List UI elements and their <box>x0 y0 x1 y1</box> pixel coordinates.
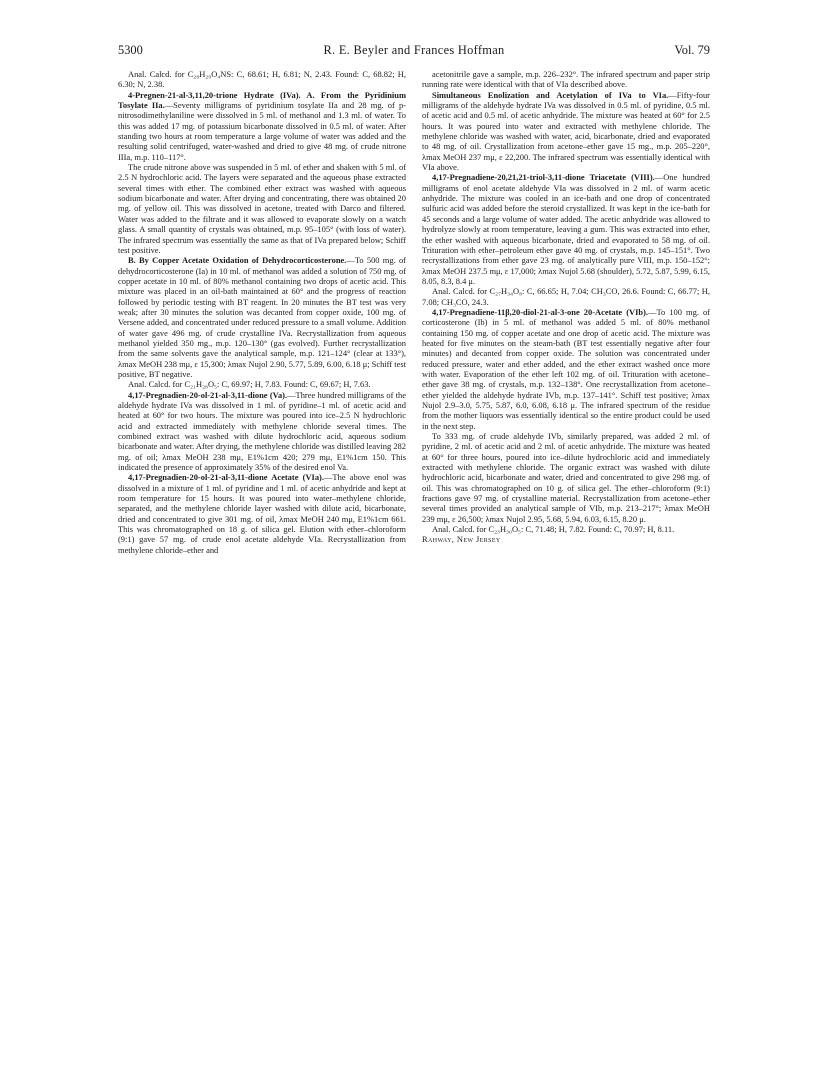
section-heading: B. By Copper Acetate Oxidation of Dehydrocorticosterone. <box>128 255 347 266</box>
left-column <box>118 69 406 555</box>
section-enolization: Simultaneous Enolization and Acetylation of IVa to VIa.—Fifty-four milligrams of the aldehyde hydrate IVa was dissolved in 0.5 ml. of pyridine, 0.5 ml. of acetic acid and 0.5 ml. of acetic anhydride. The mixture was heated at 60° for 2.5 hours. It was poured into water and extracted with methylene chloride. The methylene chloride was washed with water, acid, bicarbonate, dried and evaporated to 48 mg. of oil. Crystallization from acetone–ether gave 15 mg., m.p. 205–220°, λmax MeOH 237 mμ, ε 22,200. The infrared spectrum was essentially identical with VIa above. <box>422 89 710 173</box>
paragraph: To 333 mg. of crude aldehyde IVb, similarly prepared, was added 2 ml. of pyridine, 2 ml. of acetic acid and 2 ml. of acetic anhydride. The mixture was heated at 60° for three hours, poured into ice–dilute hydrochloric acid and immediately extracted with methylene chloride. The organic extract was washed with dilute hydrochloric acid, bicarbonate and water, dried and concentrated to give 298 mg. of oil. This was chromatographed on 10 g. of silica gel. The ether–chloroform (9:1) fractions gave 97 mg. of crystalline material. Recrystallization from acetone–ether several times provided an analytical sample of VIb, m.p. 213–217°; λmax MeOH 239 mμ, ε 26,500; λmax Nujol 2.95, 5.68, 5.94, 6.03, 6.15, 8.20 μ. <box>422 431 710 524</box>
section-heading: 4,17-Pregnadien-20-ol-21-al-3,11-dione Acetate (VIa). <box>128 472 324 483</box>
section-heading: 4,17-Pregnadiene-11β,20-diol-21-al-3-one 20-Acetate (VIb). <box>432 306 649 317</box>
running-header <box>118 43 710 61</box>
section-ivа-a: 4-Pregnen-21-al-3,11,20-trione Hydrate (IVa). A. From the Pyridinium Tosylate IIa.—Seventy milligrams of pyridinium tosylate IIa and 28 mg. of p-nitrosodimethylaniline were dissolved in 5 ml. of methanol and 1.3 ml. of water. To this was added 17 mg. of potassium bicarbonate dissolved in 0.5 ml. of water. After standing two hours at room temperature a large volume of water was added and the resulting solid centrifuged, water-washed and dried to give 48 mg. of crude nitrone IIIa, m.p. 110–117°. <box>118 89 406 162</box>
page-number: 5300 <box>118 43 143 57</box>
volume-label: Vol. 79 <box>674 43 710 57</box>
paragraph: acetonitrile gave a sample, m.p. 226–232°. The infrared spectrum and paper strip running rate were identical with that of VIa described above. <box>422 69 710 90</box>
section-viii: 4,17-Pregnadiene-20,21,21-triol-3,11-dione Triacetate (VIII).—One hundred milligrams of enol acetate aldehyde VIa was dissolved in 2 ml. of warm acetic anhydride. The mixture was cooled in an ice-bath and one drop of concentrated sulfuric acid was added before the steroid crystallized. It was kept in the ice-bath for 45 seconds and a large volume of water added. The acetic anhydride was allowed to hydrolyze slowly at room temperature, leaving a gum. This was extracted into ether, the ether washed with aqueous bicarbonate, dried and evaporated to 58 mg. of oil. Trituration with ether–petroleum ether gave 40 mg. of crystals, m.p. 145–151°. Two recrystallizations from ether gave 23 mg. of analytically pure VIII, m.p. 150–152°; λmax MeOH 237.5 mμ, ε 17,000; λmax Nujol 5.68 (shoulder), 5.72, 5.87, 5.99, 6.15, 8.05, 8.3, 8.4 μ. <box>422 172 710 286</box>
section-heading: 4,17-Pregnadien-20-ol-21-al-3,11-dione (Va). <box>128 389 288 400</box>
section-va: 4,17-Pregnadien-20-ol-21-al-3,11-dione (Va).—Three hundred milligrams of the aldehyde hydrate IVa was dissolved in 1 ml. of pyridine–1 ml. of acetic acid and heated at 60° for two hours. The mixture was poured into ice–2.5 N hydrochloric acid and extracted immediately with methylene chloride several times. The combined extract was washed with dilute hydrochloric acid, aqueous sodium bicarbonate and water. After drying, the methylene chloride was distilled leaving 282 mg. of oil; λmax MeOH 238 mμ, E1%1cm 420; 279 mμ, E1%1cm 150. This indicated the presence of approximately 35% of the desired enol Va. <box>118 389 407 473</box>
analysis-paragraph: Anal. Calcd. for C₂₇H₃₄O₈: C, 66.65; H, 7.04; CH₃CO, 26.6. Found: C, 66.77; H, 7.08; CH₃CO, 24.3. <box>422 286 710 307</box>
running-title: R. E. Beyler and Frances Hoffman <box>323 43 505 57</box>
section-heading: 4-Pregnen-21-al-3,11,20-trione Hydrate (IVa). A. From the Pyridinium Tosylate IIa. <box>118 89 406 111</box>
analysis-paragraph: Anal. Calcd. for C₂₁H₂₈O₅: C, 69.97; H, 7.83. Found: C, 69.67; H, 7.63. <box>128 379 371 390</box>
section-via: 4,17-Pregnadien-20-ol-21-al-3,11-dione Acetate (VIa).—The above enol was dissolved in a mixture of 1 ml. of pyridine and 1 ml. of acetic anhydride and kept at room temperature for 15 hours. It was poured into water–methylene chloride, separated, and the methylene chloride layer washed with dilute acid, bicarbonate, dried and concentrated to give 301 mg. of oil, λmax MeOH 240 mμ, E1%1cm 661. This was chromatographed on 18 g. of silica gel. Elution with ether–chloroform (9:1) gave 57 mg. of crude enol acetate aldehyde VIa. Recrystallization from methylene chloride–ether and <box>118 472 406 555</box>
section-vib: 4,17-Pregnadiene-11β,20-diol-21-al-3-one 20-Acetate (VIb).—To 100 mg. of corticosterone (Ib) in 5 ml. of methanol was added 5 ml. of 80% methanol containing 150 mg. of copper acetate and one drop of acetic acid. The mixture was heated for five minutes on the steam-bath (BT test essentially negative after four minutes) and decanted from copper oxide. The solution was concentrated under reduced pressure, water and ether added, and the ether extract washed once more with water. Evaporation of the ether left 102 mg. of oil. Trituration with acetone–ether gave 38 mg. of crystals, m.p. 132–138°. One recrystallization from acetone–ether yielded the aldehyde hydrate IVb, m.p. 137–141°. Schiff test positive; λmax Nujol 2.9–3.0, 5.75, 5.87, 6.0, 6.08, 6.18 μ. The infrared spectrum of the residue from the mother liquors was essentially identical so the entire product could be used in the next step. <box>422 306 710 431</box>
section-heading: Simultaneous Enolization and Acetylation of IVa to VIa. <box>432 89 669 100</box>
analysis-paragraph: Anal. Calcd. for C₂₃H₃₀O₅: C, 71.48; H, 7.82. Found: C, 70.97; H, 8.11. <box>432 524 675 535</box>
affiliation-signature: Rahway, New Jersey <box>422 534 501 545</box>
section-iva-b: B. By Copper Acetate Oxidation of Dehydrocorticosterone.—To 500 mg. of dehydrocorticosterone (Ia) in 10 ml. of methanol was added a solution of 750 mg. of copper acetate in 10 ml. of 80% methanol containing two drops of acetic acid. This mixture was placed in an oil-bath maintained at 60° and the progress of reaction followed by periodic testing with BT reagent. In 20 minutes the BT test was very weak; after 30 minutes the solution was decanted from copper oxide, 100 mg. of Versene added, and concentrated under reduced pressure to a small volume. Addition of water gave 496 mg. of crude crystalline IVa. Recrystallization from aqueous methanol yielded 350 mg., m.p. 120–130° (gas evolved). Further recrystallization from the same solvents gave the analytical sample, m.p. 121–124° (clear at 133°), λmax MeOH 238 mμ, ε 15,300; λmax Nujol 2.90, 5.77, 5.89, 6.00, 6.18 μ; Schiff test positive, BT negative. <box>118 255 406 379</box>
section-heading: 4,17-Pregnadiene-20,21,21-triol-3,11-dione Triacetate (VIII). <box>432 172 655 183</box>
paragraph: The crude nitrone above was suspended in 5 ml. of ether and shaken with 5 ml. of 2.5 N hydrochloric acid. The layers were separated and the aqueous phase extracted several times with ether. The combined ether extract was washed with aqueous sodium bicarbonate and water. After drying and concentrating, there was obtained 20 mg. of yellow oil. This was dissolved in acetone, treated with Darco and filtered. Water was added to the filtrate and it was allowed to evaporate slowly on a watch glass. A small quantity of crystals was obtained, m.p. 95–105° (with loss of water). The infrared spectrum was essentially the same as that of IVa prepared below; Schiff test positive. <box>118 162 406 255</box>
analysis-paragraph: Anal. Calcd. for C₂₈H₂₉O₄NS: C, 68.61; H, 6.81; N, 2.43. Found: C, 68.82; H, 6.30; N, 2.38. <box>118 69 406 90</box>
right-column <box>422 69 710 545</box>
journal-page <box>118 43 710 555</box>
